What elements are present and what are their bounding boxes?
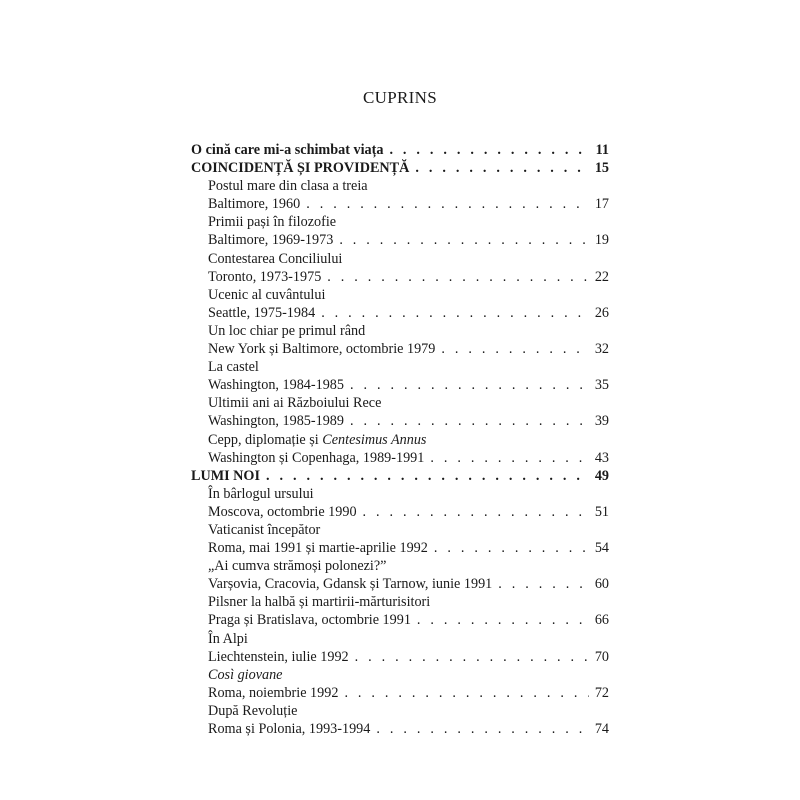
toc-page-number: 43 [594,449,609,466]
toc-section[interactable] [191,467,609,485]
dot-leader [350,412,589,430]
toc-chapter-title [191,431,609,449]
toc-entry[interactable] [191,231,609,249]
toc-chapter-title: Vaticanist începător [208,521,321,538]
toc-entry-subtitle: Baltimore, 1969-1973 [208,232,334,249]
toc-page-number: 26 [594,304,609,321]
toc-page-number: 32 [594,341,609,358]
toc-chapter-title: După Revoluție [208,702,298,719]
toc-entry-subtitle: Washington și Copenhaga, 1989-1991 [208,449,425,466]
toc-entry[interactable] [191,449,609,467]
dot-leader [339,231,589,249]
dot-leader [376,720,589,738]
dot-leader [306,195,589,213]
toc-entry-subtitle: New York și Baltimore, octombrie 1979 [208,341,436,358]
toc-page-number: 39 [594,413,609,430]
toc-page-number: 15 [594,160,609,177]
toc-entry-subtitle: Washington, 1985-1989 [208,413,344,430]
toc-chapter-title: Pilsner la halbă și martirii-mărturisitori [208,594,431,611]
dot-leader [321,304,589,322]
toc-page-number: 17 [594,196,609,213]
toc-page-number: 51 [594,503,609,520]
toc-entry-subtitle: Toronto, 1973-1975 [208,268,322,285]
dot-leader [441,340,589,358]
toc-chapter-title: Un loc chiar pe primul rând [208,322,366,339]
toc-section-title: COINCIDENȚĂ ȘI PROVIDENȚĂ [191,160,410,177]
toc-entry[interactable] [191,503,609,521]
dot-leader [355,648,589,666]
toc-entry[interactable] [191,720,609,738]
toc-page-number: 72 [594,684,609,701]
toc-page-number: 19 [594,232,609,249]
toc-entry[interactable] [191,539,609,557]
toc-section-title: LUMI NOI [191,467,260,484]
toc-entry[interactable] [191,141,609,159]
toc-entry-subtitle: Praga și Bratislava, octombrie 1991 [208,612,411,629]
toc-entry[interactable] [191,268,609,286]
table-of-contents [191,141,609,738]
toc-page-number: 54 [594,540,609,557]
page-title: CUPRINS [363,88,437,107]
dot-leader [434,539,589,557]
toc-entry-subtitle: Baltimore, 1960 [208,196,301,213]
toc-entry[interactable] [191,340,609,358]
toc-chapter-title-prefix: Cepp, diplomație și [208,431,323,448]
toc-entry[interactable] [191,412,609,430]
toc-entry[interactable] [191,648,609,666]
toc-entry[interactable] [191,376,609,394]
toc-chapter-title-italic: Centesimus Annus [322,431,427,448]
toc-chapter-title: În Alpi [208,630,248,647]
toc-entry[interactable] [191,304,609,322]
toc-page-number: 35 [594,377,609,394]
dot-leader [430,449,589,467]
dot-leader [415,159,589,177]
toc-entry[interactable] [191,195,609,213]
toc-chapter-title: „Ai cumva strămoși polonezi?” [208,558,387,575]
toc-chapter-title: Contestarea Conciliului [208,250,343,267]
dot-leader [389,141,589,159]
dot-leader [363,503,589,521]
dot-leader [350,376,589,394]
toc-entry[interactable] [191,684,609,702]
toc-entry-subtitle: Washington, 1984-1985 [208,377,344,394]
toc-entry-subtitle: Liechtenstein, iulie 1992 [208,648,349,665]
toc-page-number: 11 [595,142,609,158]
toc-entry-title: O cină care mi-a schimbat viața [191,142,384,158]
dot-leader [498,575,589,593]
toc-chapter-title: În bârlogul ursului [208,485,314,502]
dot-leader [266,467,589,485]
toc-entry-subtitle: Roma, noiembrie 1992 [208,684,339,701]
toc-page-number: 22 [594,268,609,285]
toc-entry-subtitle: Roma și Polonia, 1993-1994 [208,721,371,737]
toc-chapter-title: Ultimii ani ai Războiului Rece [208,395,382,412]
dot-leader [344,684,589,702]
toc-entry-subtitle: Roma, mai 1991 și martie-aprilie 1992 [208,540,428,557]
toc-chapter-title: La castel [208,359,259,376]
toc-entry-subtitle: Varșovia, Cracovia, Gdansk și Tarnow, iunie 1991 [208,576,493,593]
toc-chapter-title: Primii pași în filozofie [208,214,337,231]
toc-page-number: 49 [594,467,609,484]
dot-leader [417,611,589,629]
toc-entry-subtitle: Moscova, octombrie 1990 [208,503,357,520]
toc-entry[interactable] [191,575,609,593]
toc-chapter-title: Così giovane [208,666,283,683]
toc-page-number: 70 [594,648,609,665]
toc-page-number: 74 [594,721,609,737]
toc-section[interactable] [191,159,609,177]
toc-entry[interactable] [191,611,609,629]
toc-page-number: 60 [594,576,609,593]
toc-entry-subtitle: Seattle, 1975-1984 [208,304,316,321]
toc-chapter-title: Ucenic al cuvântului [208,286,326,303]
dot-leader [327,268,589,286]
toc-chapter-title: Postul mare din clasa a treia [208,178,368,195]
toc-page-number: 66 [594,612,609,629]
